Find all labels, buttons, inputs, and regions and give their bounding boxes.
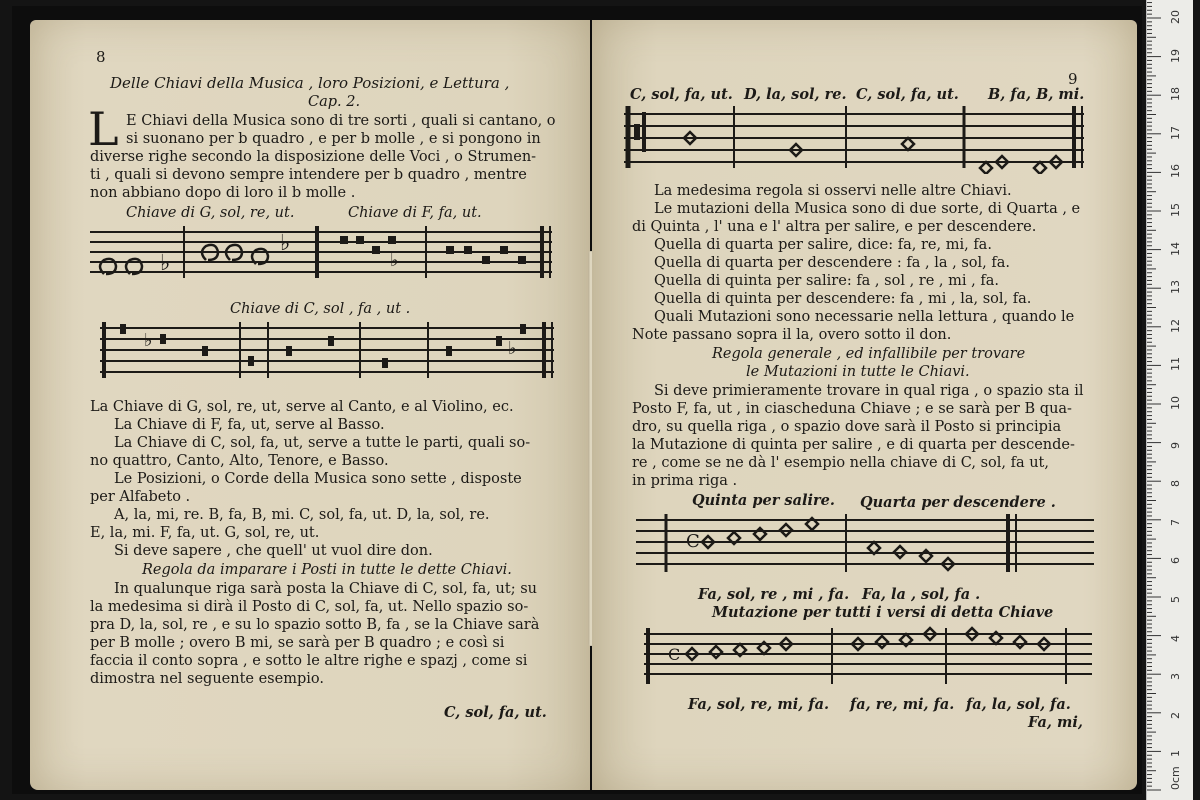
text-line: dro, su quella riga , o spazio dove sarà il Posto si principia [632,419,1062,435]
text-line: Quali Mutazioni sono necessarie nella lettura , quando le [654,309,1075,325]
text-line: pra D, la, sol, re , e su lo spazio sotto B, fa , se la Chiave sarà [90,617,540,633]
left-page [30,20,590,790]
rule-heading: Regola da imparare i Posti in tutte le dette Chiavi. [142,562,512,578]
text-line: Quella di quarta per descendere : fa , la , sol, fa. [654,255,1010,271]
rule-heading: le Mutazioni in tutte le Chiavi. [746,364,970,380]
note-syllables: Fa, la , sol, fa . [862,586,981,603]
svg-text:♭: ♭ [144,330,153,351]
text-line: la medesima si dirà il Posto di C, sol, fa, ut. Nello spazio so- [90,599,529,615]
svg-text:♭: ♭ [508,338,517,359]
text-line: E, la, mi. F, fa, ut. G, sol, re, ut. [90,525,320,541]
text-line: Quella di quarta per salire, dice: fa, re, mi, fa. [654,237,992,253]
note-syllables: Fa, sol, re , mi , fa. [698,586,850,603]
text-line: E Chiavi della Musica sono di tre sorti , quali si cantano, o [126,113,556,129]
ruler-label: 18 [1169,87,1182,102]
text-line: Si deve primieramente trovare in qual riga , o spazio sta il [654,383,1084,399]
page-number: 9 [1068,70,1078,88]
ruler-label: 0cm [1169,766,1182,790]
staff-label: C, sol, fa, ut. [630,86,733,103]
ruler-label: 20 [1169,10,1182,24]
note-syllables: fa, re, mi, fa. [850,696,955,713]
staff-label: C, sol, fa, ut. [856,86,959,103]
ruler-label: 3 [1169,673,1182,681]
text-line: In qualunque riga sarà posta la Chiave di C, sol, fa, ut; su [114,581,537,597]
music-staff-mutation-example [636,510,1094,576]
svg-text:♭: ♭ [280,231,291,256]
ruler-label: 6 [1169,557,1182,565]
text-line: di Quinta , l' una e l' altra per salire, e per descendere. [632,219,1037,235]
svg-text:C: C [668,645,681,664]
text-line: non abbiano dopo di loro il b molle . [90,185,356,201]
text-line: Posto F, fa, ut , in ciascheduna Chiave ; e se sarà per B qua- [632,401,1072,417]
text-line: per B molle ; overo B mi, se sarà per B quadro ; e così si [90,635,505,651]
music-staff-c-clef-example [624,102,1084,174]
rule-heading: Regola generale , ed infallibile per trovare [712,346,1026,362]
note-syllables: fa, la, sol, fa. [966,696,1071,713]
note-syllables: Fa, sol, re, mi, fa. [688,696,830,713]
text-line: la Mutazione di quinta per salire , e di quarta per descende- [632,437,1075,453]
text-line: Quella di quinta per descendere: fa , mi , la, sol, fa. [654,291,1032,307]
catchword: Fa, mi, [1028,714,1083,731]
right-page [592,20,1137,790]
clef-caption: Chiave di F, fa, ut. [348,205,482,221]
text-line: Le mutazioni della Musica sono di due sorte, di Quarta , e [654,201,1081,217]
text-line: ti , quali si devono sempre intendere per b quadro , mentre [90,167,527,183]
staff-label: Quinta per salire. [692,492,835,509]
svg-text:♭: ♭ [390,250,399,271]
chapter-number: Cap. 2. [308,94,361,110]
drop-cap: L [88,102,119,156]
chapter-heading: Delle Chiavi della Musica , loro Posizioni, e Lettura , [110,74,510,92]
catchword: C, sol, fa, ut. [444,704,547,721]
music-staff-g-f-clefs [90,222,552,284]
music-staff-c-clefs [100,318,554,384]
text-line: diverse righe secondo la disposizione delle Voci , o Strumen- [90,149,537,165]
ruler-label: 1 [1169,750,1182,758]
text-line: re , come se ne dà l' esempio nella chiave di C, sol, fa ut, [632,455,1049,471]
text-line: A, la, mi, re. B, fa, B, mi. C, sol, fa, ut. D, la, sol, re. [114,507,490,523]
text-line: in prima riga . [632,473,738,489]
svg-text:C: C [686,531,700,552]
ruler-label: 2 [1169,711,1182,719]
text-line: La medesima regola si osservi nelle altre Chiavi. [654,183,1012,199]
ruler-label: 14 [1169,241,1182,256]
mutation-heading: Mutazione per tutti i versi di detta Chiave [712,604,1054,621]
text-line: La Chiave di F, fa, ut, serve al Basso. [114,417,385,433]
text-line: no quattro, Canto, Alto, Tenore, e Basso. [90,453,389,469]
ruler-label: 4 [1169,634,1182,642]
text-line: dimostra nel seguente esempio. [90,671,324,687]
clef-caption: Chiave di C, sol , fa , ut . [230,301,411,317]
measurement-ruler [1146,0,1193,800]
ruler-label: 15 [1169,203,1182,217]
ruler-label: 10 [1169,396,1182,410]
ruler-label: 7 [1169,518,1182,526]
text-line: La Chiave di G, sol, re, ut, serve al Canto, e al Violino, ec. [90,399,514,415]
ruler-label: 8 [1169,480,1182,488]
page-number: 8 [96,48,106,66]
text-line: si suonano per b quadro , e per b molle , e si pongono in [126,131,541,147]
ruler-label: 17 [1169,125,1182,140]
ruler-label: 9 [1169,441,1182,449]
clef-caption: Chiave di G, sol, re, ut. [126,205,295,221]
ruler-label: 11 [1169,357,1182,372]
ruler-label: 16 [1169,164,1182,179]
text-line: Quella di quinta per salire: fa , sol , re , mi , fa. [654,273,999,289]
staff-label: Quarta per descendere . [860,494,1056,511]
staff-label: D, la, sol, re. [744,86,847,103]
svg-text:♭: ♭ [160,251,171,276]
text-line: Le Posizioni, o Corde della Musica sono sette , disposte [114,471,522,487]
music-staff-all-mutations [644,622,1092,688]
text-line: La Chiave di C, sol, fa, ut, serve a tutte le parti, quali so- [114,435,531,451]
text-line: faccia il conto sopra , e sotto le altre righe e spazj , come si [90,653,528,669]
text-line: per Alfabeto . [90,489,191,505]
ruler-label: 5 [1169,596,1182,603]
text-line: Note passano sopra il la, overo sotto il don. [632,327,952,343]
book-spread [12,6,1142,794]
text-line: Si deve sapere , che quell' ut vuol dire don. [114,543,433,559]
staff-label: B, fa, B, mi. [988,86,1085,103]
ruler-label: 13 [1169,280,1182,295]
ruler-label: 12 [1169,318,1182,333]
ruler-label: 19 [1169,48,1182,63]
